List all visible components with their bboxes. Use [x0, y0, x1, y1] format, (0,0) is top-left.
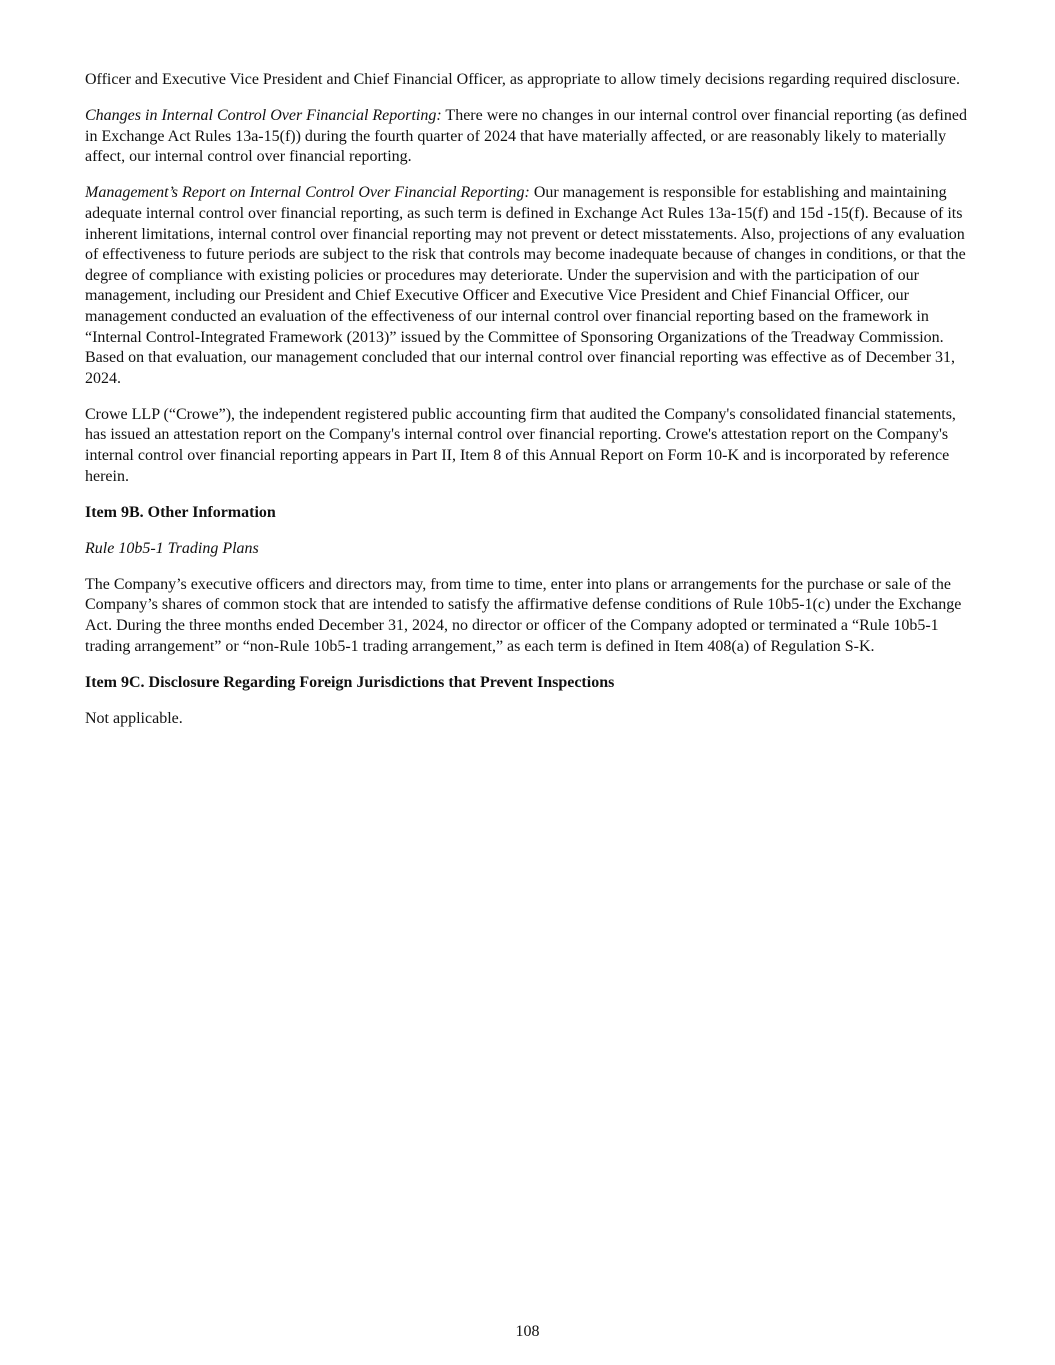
paragraph-attestation-report: Crowe LLP (“Crowe”), the independent registered public accounting firm that audited the Company's consolidated financial statements, has issued an attestation report on the Company's internal control over financial reporting. Crowe's attestation report on the Company's internal control over financial reporting appears in Part II, Item 8 of this Annual Report on Form 10-K and is incorporated by reference herein.	[85, 405, 956, 485]
paragraph-lead-in: Management’s Report on Internal Control Over Financial Reporting:	[85, 184, 530, 202]
paragraph-trading-plans: The Company’s executive officers and directors may, from time to time, enter into plans or arrangements for the purchase or sale of the Company’s shares of common stock that are intended to satisfy the affirmative defense conditions of Rule 10b5-1(c) under the Exchange Act. During the three months ended December 31, 2024, no director or officer of the Company adopted or terminated a “Rule 10b5-1 trading arrangement” or “non-Rule 10b5-1 trading arrangement,” as each term is defined in Item 408(a) of Regulation S-K.	[85, 575, 962, 655]
subheading-trading-plans: Rule 10b5-1 Trading Plans	[85, 539, 259, 557]
paragraph-text: There were no changes in our internal control over financial reporting (as defined in Exchange Act Rules 13a-15(f)) during the fourth quarter of 2024 that have materially affected, or are reasonably likely to materially affect, our internal control over financial reporting.	[85, 107, 967, 166]
paragraph-not-applicable: Not applicable.	[85, 709, 183, 727]
paragraph-management-report	[85, 183, 975, 389]
document-body	[85, 70, 975, 745]
paragraph-text: Our management is responsible for establishing and maintaining adequate internal control over financial reporting, as such term is defined in Exchange Act Rules 13a-15(f) and 15d -15(f). Because of its inherent limitations, internal control over financial reporting may not prevent or detect misstatements. Also, projections of any evaluation of effectiveness to future periods are subject to the risk that controls may become inadequate because of changes in conditions, or that the degree of compliance with existing policies or procedures may deteriorate. Under the supervision and with the participation of our management, including our President and Chief Executive Officer and Executive Vice President and Chief Financial Officer, our management conducted an evaluation of the effectiveness of our internal control over financial reporting based on the framework in “Internal Control-Integrated Framework (2013)” issued by the Committee of Sponsoring Organizations of the Treadway Commission. Based on that evaluation, our management concluded that our internal control over financial reporting was effective as of December 31, 2024.	[85, 184, 966, 387]
paragraph-changes-internal-control	[85, 106, 975, 168]
section-heading-item-9b: Item 9B. Other Information	[85, 503, 276, 521]
paragraph-lead-in: Changes in Internal Control Over Financial Reporting:	[85, 107, 442, 125]
section-heading-item-9c: Item 9C. Disclosure Regarding Foreign Jurisdictions that Prevent Inspections	[85, 673, 615, 691]
paragraph-disclosure-controls-end: Officer and Executive Vice President and Chief Financial Officer, as appropriate to allow timely decisions regarding required disclosure.	[85, 71, 960, 88]
page-number: 108	[515, 1323, 540, 1340]
